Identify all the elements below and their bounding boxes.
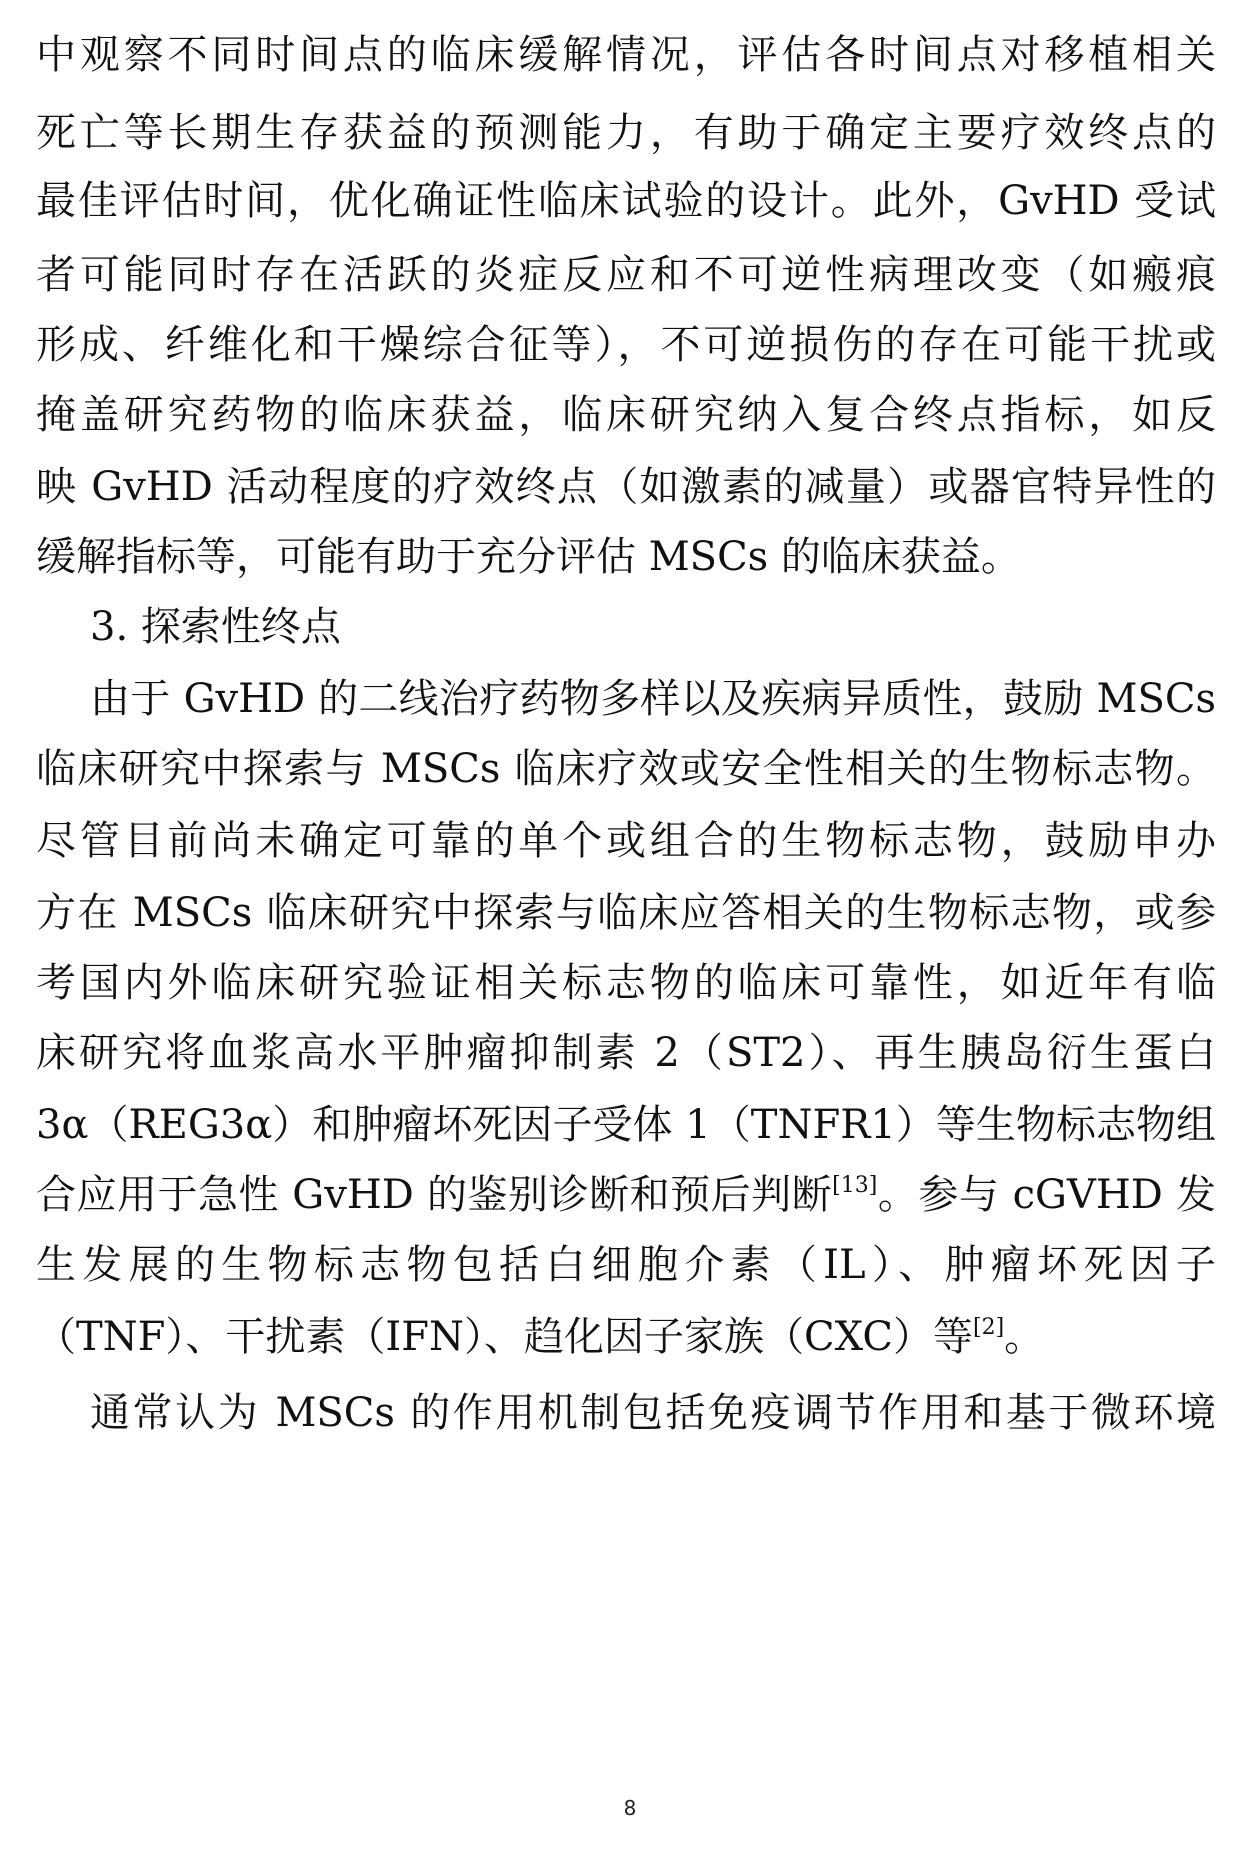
text-line: 死亡等长期生存获益的预测能力，有助于确定主要疗效终点的 (36, 110, 1216, 156)
paragraph-last-line-with-citation (36, 1302, 1216, 1372)
text-segment: （TNF）、干扰素（IFN）、趋化因子家族（CXC）等 (36, 1314, 973, 1360)
paragraph-last-line: 缓解指标等，可能有助于充分评估 MSCs 的临床获益。 (36, 534, 1021, 580)
text-line: 临床研究中探索与 MSCs 临床疗效或安全性相关的生物标志物。 (36, 746, 1216, 792)
text-line: 考国内外临床研究验证相关标志物的临床可靠性，如近年有临 (36, 960, 1216, 1006)
page-number: 8 (623, 1796, 637, 1820)
text-line: 形成、纤维化和干燥综合征等），不可逆损伤的存在可能干扰或 (36, 322, 1216, 368)
text-line-with-citation (36, 1160, 1216, 1230)
citation-13: [13] (832, 1173, 878, 1198)
text-line: 掩盖研究药物的临床获益，临床研究纳入复合终点指标，如反 (36, 392, 1216, 438)
text-line: 最佳评估时间，优化确证性临床试验的设计。此外，GvHD 受试 (36, 178, 1216, 224)
text-line: 中观察不同时间点的临床缓解情况，评估各时间点对移植相关 (36, 32, 1216, 78)
text-segment: 合应用于急性 GvHD 的鉴别诊断和预后判断 (36, 1172, 833, 1218)
text-line: 床研究将血浆高水平肿瘤抑制素 2（ST2）、再生胰岛衍生蛋白 (36, 1030, 1216, 1076)
section-heading: 3. 探索性终点 (90, 604, 341, 650)
text-line: 者可能同时存在活跃的炎症反应和不可逆性病理改变（如瘢痕 (36, 252, 1216, 298)
text-line: 生发展的生物标志物包括白细胞介素（IL）、肿瘤坏死因子 (36, 1242, 1216, 1288)
paragraph-first-line: 通常认为 MSCs 的作用机制包括免疫调节作用和基于微环境 (90, 1390, 1216, 1436)
citation-2: [2] (972, 1315, 1005, 1340)
text-line: 方在 MSCs 临床研究中探索与临床应答相关的生物标志物，或参 (36, 890, 1216, 936)
text-segment: 。参与 cGVHD 发 (877, 1172, 1217, 1218)
text-line: 3α（REG3α）和肿瘤坏死因子受体 1（TNFR1）等生物标志物组 (36, 1102, 1216, 1148)
text-line: 尽管目前尚未确定可靠的单个或组合的生物标志物，鼓励申办 (36, 818, 1216, 864)
text-segment: 。 (1004, 1314, 1045, 1360)
paragraph-first-line: 由于 GvHD 的二线治疗药物多样以及疾病异质性，鼓励 MSCs (90, 676, 1216, 722)
text-line: 映 GvHD 活动程度的疗效终点（如激素的减量）或器官特异性的 (36, 464, 1216, 510)
